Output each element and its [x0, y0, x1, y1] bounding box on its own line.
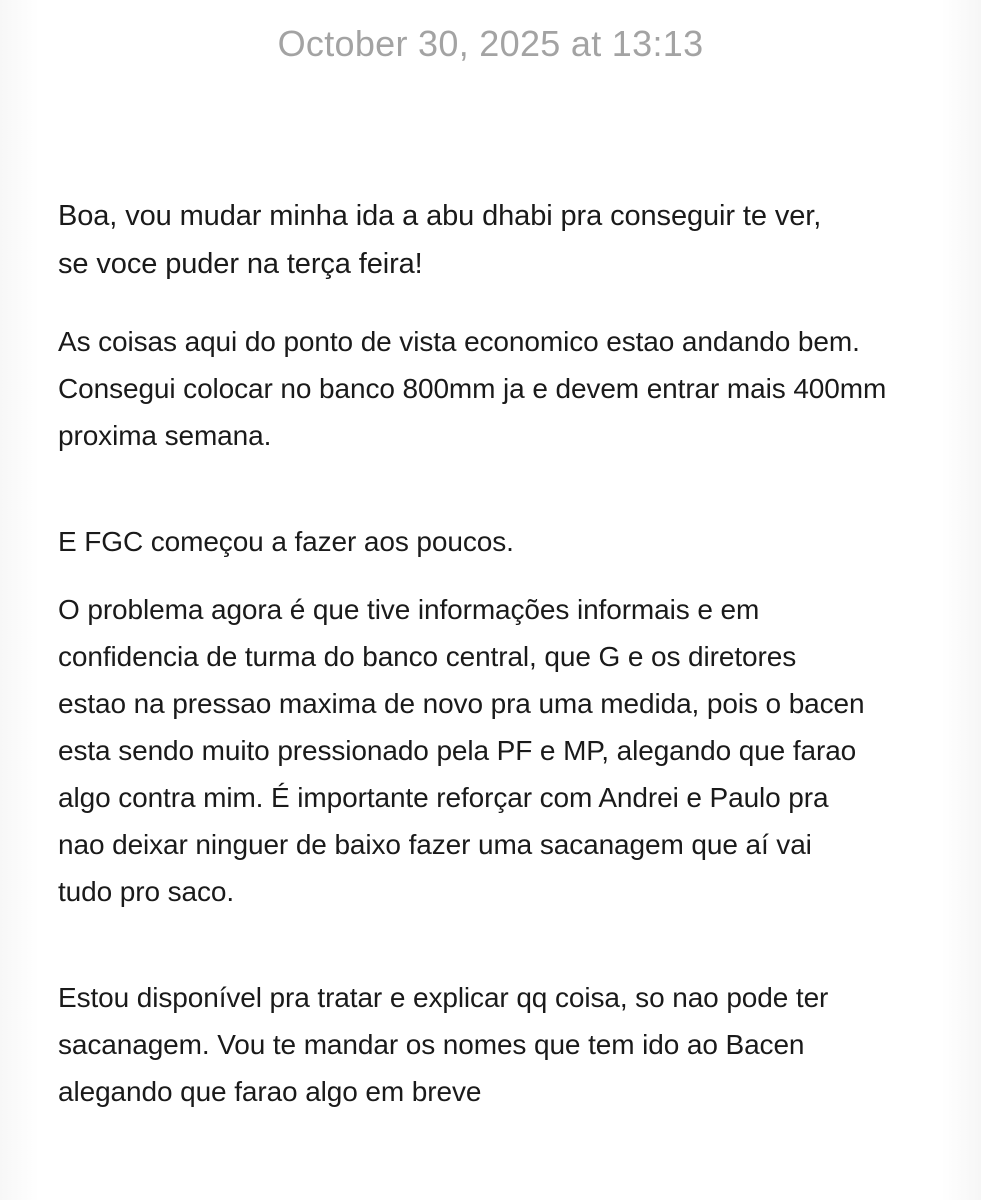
note-line: nao deixar ninguer de baixo fazer uma sacanagem que aí vai: [58, 829, 812, 860]
note-line: se voce puder na terça feira!: [58, 248, 423, 280]
note-line: confidencia de turma do banco central, que G e os diretores: [58, 641, 797, 672]
note-line: E FGC começou a fazer aos poucos.: [58, 526, 514, 557]
note-line: Boa, vou mudar minha ida a abu dhabi pra conseguir te ver,: [58, 200, 822, 232]
note-paragraph: [58, 586, 958, 915]
note-paragraph: [58, 518, 958, 565]
note-line: estao na pressao maxima de novo pra uma medida, pois o bacen: [58, 688, 865, 719]
note-paragraph: [58, 974, 958, 1115]
note-line: Consegui colocar no banco 800mm ja e devem entrar mais 400mm: [58, 373, 887, 404]
note-line: algo contra mim. É importante reforçar com Andrei e Paulo pra: [58, 782, 829, 813]
note-line: proxima semana.: [58, 420, 272, 451]
note-line: O problema agora é que tive informações informais e em: [58, 594, 760, 625]
note-paragraph: [58, 318, 958, 459]
note-line: tudo pro saco.: [58, 876, 235, 907]
note-line: sacanagem. Vou te mandar os nomes que tem ido ao Bacen: [58, 1029, 805, 1060]
note-paragraph: [58, 192, 958, 288]
note-timestamp: October 30, 2025 at 13:13: [277, 23, 704, 64]
note-line: alegando que farao algo em breve: [58, 1076, 482, 1107]
note-line: As coisas aqui do ponto de vista economico estao andando bem.: [58, 326, 860, 357]
note-line: Estou disponível pra tratar e explicar qq coisa, so nao pode ter: [58, 982, 829, 1013]
note-line: esta sendo muito pressionado pela PF e MP, alegando que farao: [58, 735, 857, 766]
